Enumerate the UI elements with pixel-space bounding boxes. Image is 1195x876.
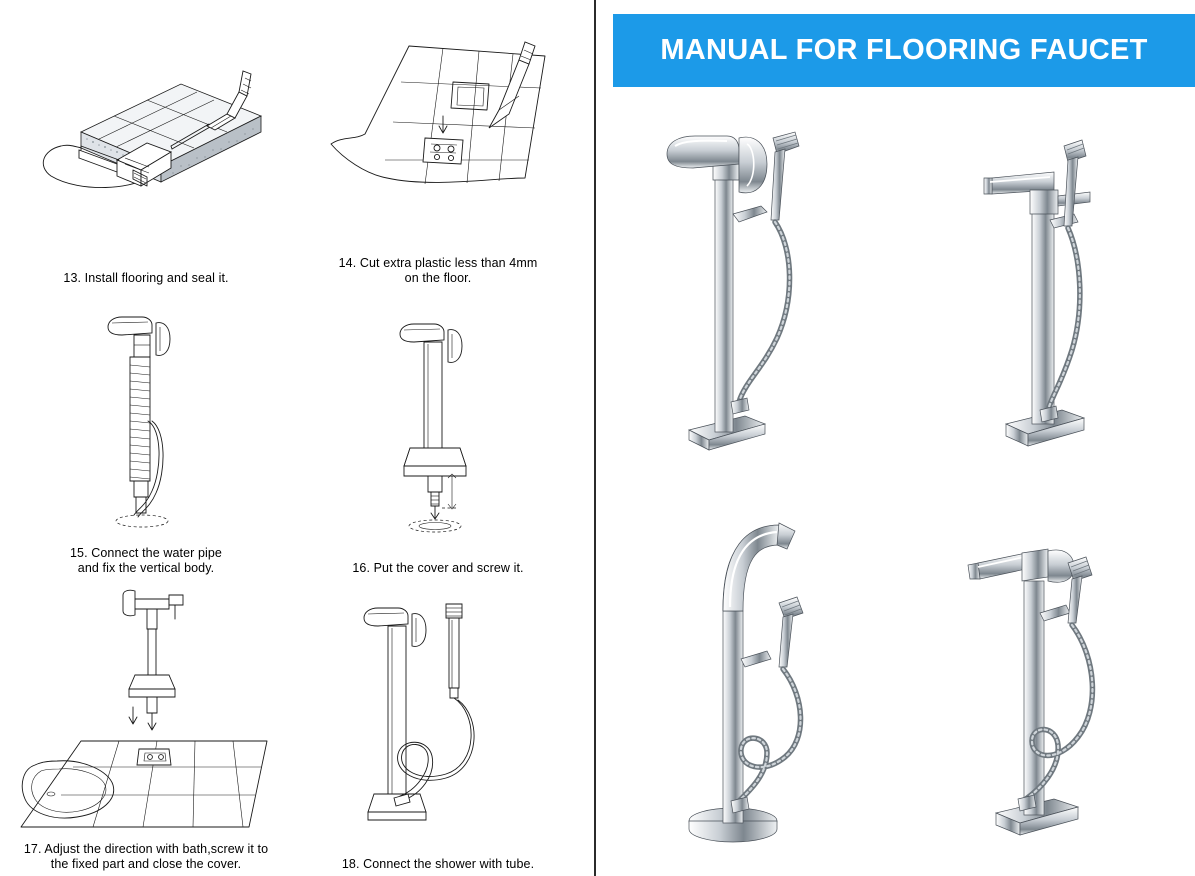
faucet-next-to-bathtub-on-tiles-drawing	[11, 589, 281, 834]
title-banner	[613, 14, 1195, 87]
column-divider	[594, 0, 596, 876]
freestanding-tub-faucet-angular-spout-chrome-image	[922, 501, 1172, 861]
product-1	[604, 95, 900, 486]
step-15-caption-line1: 15. Connect the water pipe	[69, 546, 222, 560]
step-15-caption	[16, 546, 276, 576]
instructions-column	[0, 0, 585, 876]
step-16-illustration	[292, 290, 584, 561]
step-16	[292, 290, 584, 580]
step-18	[292, 580, 584, 876]
step-15-caption-line2: and fix the vertical body.	[77, 561, 215, 575]
step-13-illustration	[0, 0, 292, 271]
product-3	[604, 486, 900, 876]
step-15	[0, 290, 292, 580]
step-18-illustration	[292, 580, 584, 857]
step-14-caption	[308, 256, 568, 286]
faucet-with-handshower-and-hose-drawing	[328, 596, 548, 841]
step-13	[0, 0, 292, 290]
step-17-caption-line2: the fixed part and close the cover.	[50, 857, 242, 871]
step-13-caption: 13. Install flooring and seal it.	[63, 271, 229, 285]
product-gallery-column	[604, 0, 1195, 876]
cutting-plastic-on-tiled-floor-drawing	[313, 38, 563, 218]
step-16-caption: 16. Put the cover and screw it.	[352, 561, 524, 575]
page-title: MANUAL FOR FLOORING FAUCET	[660, 34, 1148, 66]
step-17	[0, 580, 292, 876]
freestanding-tub-faucet-square-spout-chrome-image	[922, 110, 1172, 470]
step-17-caption	[11, 842, 281, 872]
faucet-with-cover-and-screw-drawing	[348, 308, 528, 543]
product-grid	[604, 95, 1195, 876]
step-14	[292, 0, 584, 290]
faucet-vertical-body-connect-pipe-drawing	[56, 301, 236, 536]
product-4	[900, 486, 1195, 876]
freestanding-tub-faucet-curved-spout-chrome-image	[627, 110, 877, 470]
tile-floor-with-connector-and-tool-drawing	[21, 46, 271, 226]
product-2	[900, 95, 1195, 486]
step-14-illustration	[292, 0, 584, 256]
step-18-caption: 18. Connect the shower with tube.	[341, 857, 535, 871]
steps-grid	[0, 0, 585, 876]
step-17-caption-line1: 17. Adjust the direction with bath,screw it to	[23, 842, 269, 856]
step-15-illustration	[0, 290, 292, 546]
freestanding-tub-faucet-gooseneck-chrome-image	[627, 501, 877, 861]
step-14-caption-line2: on the floor.	[404, 271, 472, 285]
step-17-illustration	[0, 580, 292, 842]
step-14-caption-line1: 14. Cut extra plastic less than 4mm	[338, 256, 538, 270]
